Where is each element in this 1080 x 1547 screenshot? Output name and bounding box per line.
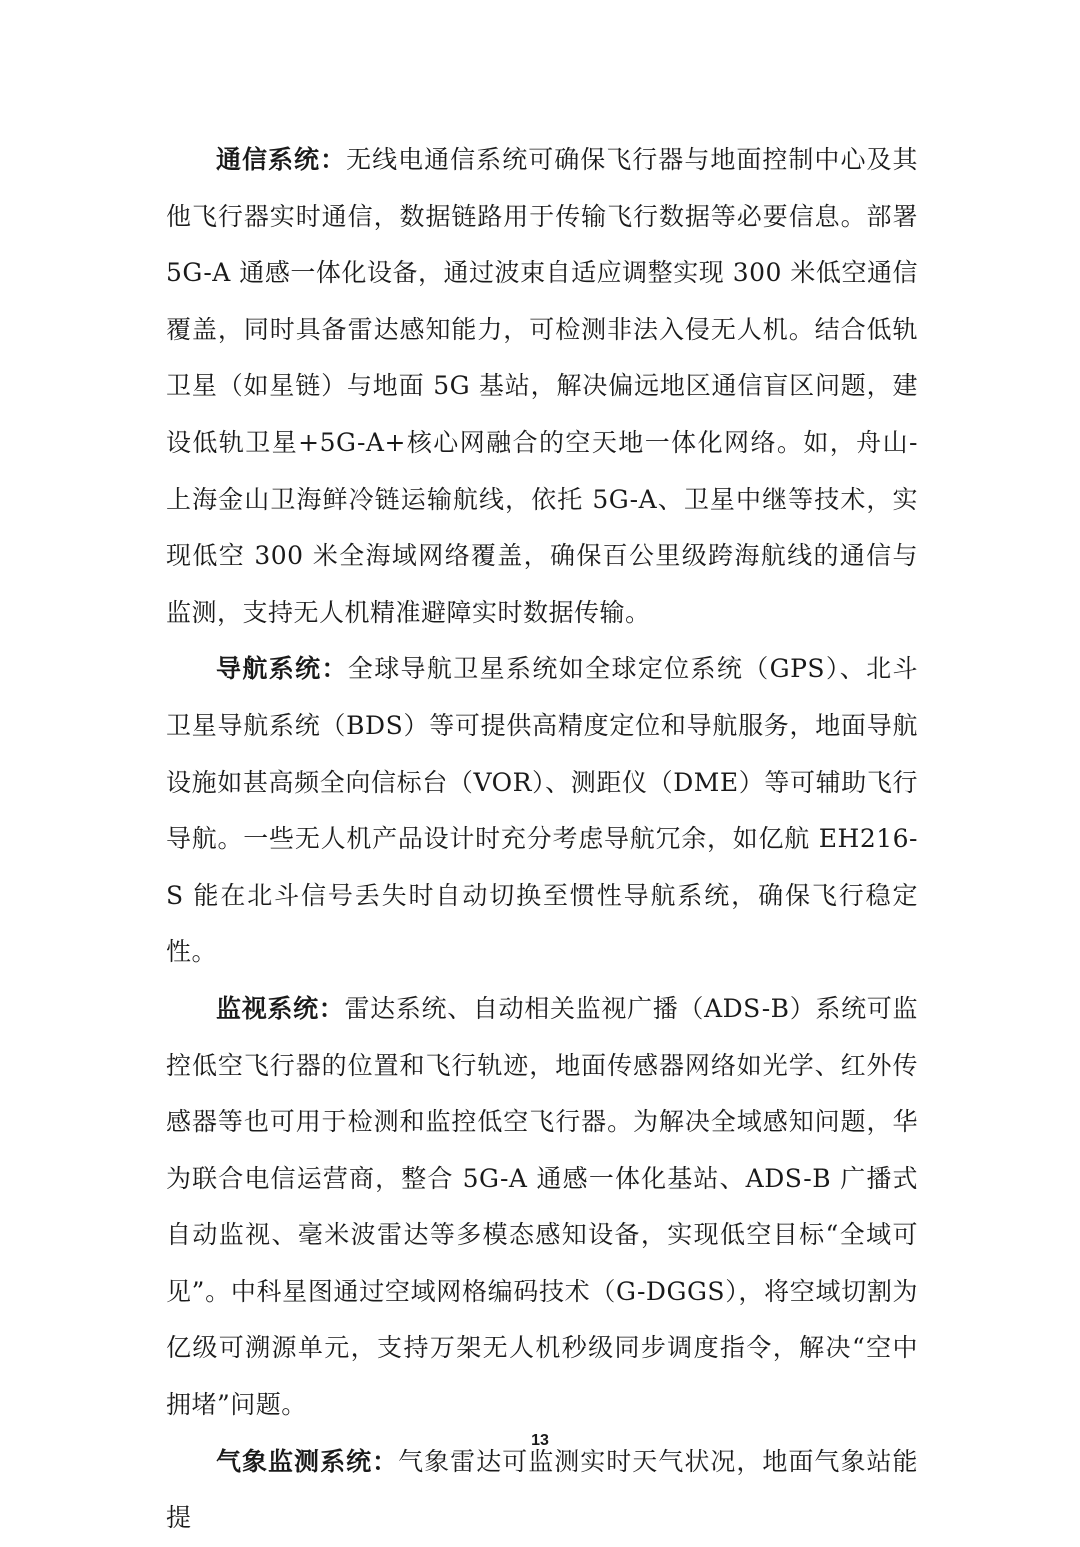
paragraph-text-weather: 气象雷达可监测实时天气状况，地面气象站能提 [166, 1446, 918, 1533]
section-heading-communication: 通信系统： [216, 145, 347, 174]
section-heading-navigation: 导航系统： [216, 654, 348, 684]
page-number: 13 [531, 1432, 549, 1449]
paragraph-text-navigation: 全球导航卫星系统如全球定位系统（GPS）、北斗卫星导航系统（BDS）等可提供高精度定位和导航服务，地面导航设施如甚高频全向信标台（VOR）、测距仪（DME）等可辅助飞行导航。一些无人机产品设计时充分考虑导航冗余，如亿航 EH216-S 能在北斗信号丢失时自动切换至惯性导航系统，确保飞行稳定性。 [166, 654, 918, 967]
paragraph-communication [166, 132, 918, 641]
paragraph-weather [166, 1434, 918, 1547]
body-text [166, 132, 918, 1547]
section-heading-weather: 气象监测系统： [216, 1446, 399, 1476]
paragraph-text-communication: 无线电通信系统可确保飞行器与地面控制中心及其他飞行器实时通信，数据链路用于传输飞行数据等必要信息。部署 5G-A 通感一体化设备，通过波束自适应调整实现 300 米低空通信覆盖，同时具备雷达感知能力，可检测非法入侵无人机。结合低轨卫星（如星链）与地面 5G 基站，解决偏远地区通信盲区问题，建设低轨卫星+5G-A+核心网融合的空天地一体化网络。如，舟山-上海金山卫海鲜冷链运输航线，依托 5G-A、卫星中继等技术，实现低空 300 米全海域网络覆盖，确保百公里级跨海航线的通信与监测，支持无人机精准避障实时数据传输。 [166, 145, 918, 627]
section-heading-surveillance: 监视系统： [216, 993, 345, 1023]
paragraph-surveillance [166, 981, 918, 1434]
paragraph-text-surveillance: 雷达系统、自动相关监视广播（ADS-B）系统可监控低空飞行器的位置和飞行轨迹，地面传感器网络如光学、红外传感器等也可用于检测和监控低空飞行器。为解决全域感知问题，华为联合电信运营商，整合 5G-A 通感一体化基站、ADS-B 广播式自动监视、毫米波雷达等多模态感知设备，实现低空目标“全域可见”。中科星图通过空域网格编码技术（G-DGGS），将空域切割为亿级可溯源单元，支持万架无人机秒级同步调度指令，解决“空中拥堵”问题。 [166, 993, 918, 1420]
paragraph-navigation [166, 641, 918, 981]
